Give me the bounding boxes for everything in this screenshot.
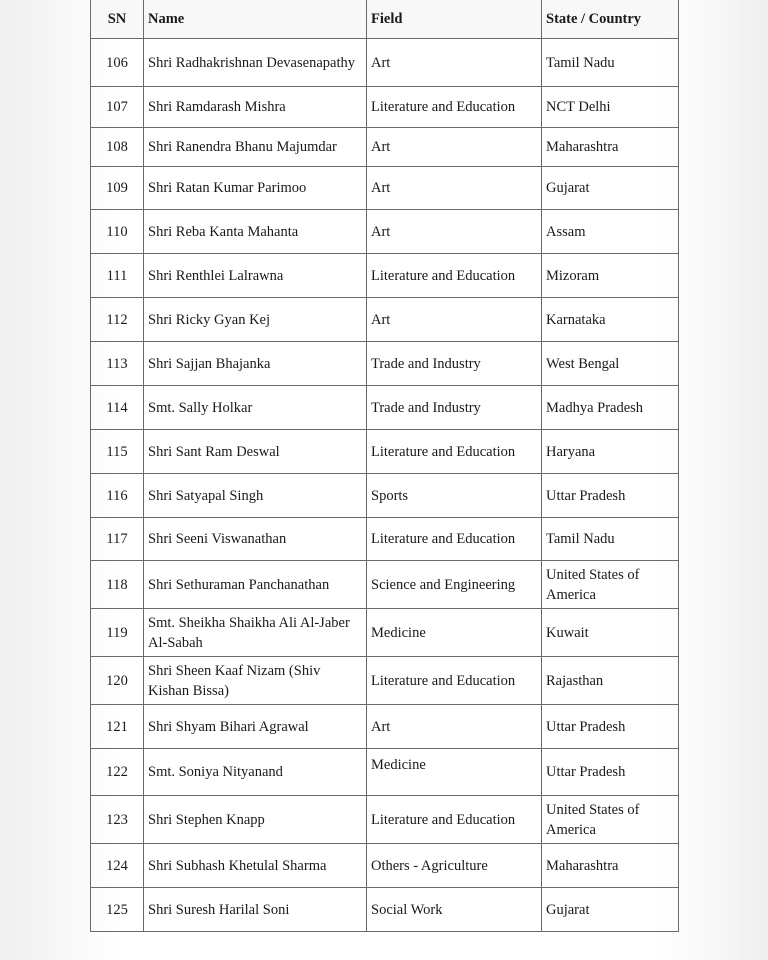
cell-sn: 121: [91, 705, 144, 749]
cell-sn: 118: [91, 561, 144, 609]
table-header-row: [91, 0, 679, 39]
cell-name: Shri Satyapal Singh: [144, 474, 367, 518]
cell-sn: 109: [91, 167, 144, 210]
cell-sn: 116: [91, 474, 144, 518]
table-row: [91, 796, 679, 844]
cell-name: Shri Radhakrishnan Devasenapathy: [144, 39, 367, 87]
table-row: [91, 342, 679, 386]
cell-sn: 124: [91, 844, 144, 888]
table-row: [91, 430, 679, 474]
cell-state: Uttar Pradesh: [542, 749, 679, 796]
cell-field: Art: [367, 167, 542, 210]
table-row: [91, 167, 679, 210]
table-row: [91, 844, 679, 888]
cell-field: Sports: [367, 474, 542, 518]
cell-state: Gujarat: [542, 167, 679, 210]
table-row: [91, 39, 679, 87]
cell-name: Smt. Soniya Nityanand: [144, 749, 367, 796]
cell-state: Karnataka: [542, 298, 679, 342]
cell-field: Medicine: [367, 749, 542, 796]
cell-name: Shri Sethuraman Panchanathan: [144, 561, 367, 609]
cell-name: Shri Sheen Kaaf Nizam (Shiv Kishan Bissa): [144, 657, 367, 705]
cell-name: Shri Sant Ram Deswal: [144, 430, 367, 474]
cell-sn: 108: [91, 128, 144, 167]
cell-field: Literature and Education: [367, 657, 542, 705]
cell-name: Shri Renthlei Lalrawna: [144, 254, 367, 298]
table-row: [91, 474, 679, 518]
cell-name: Smt. Sally Holkar: [144, 386, 367, 430]
cell-sn: 106: [91, 39, 144, 87]
cell-sn: 110: [91, 210, 144, 254]
cell-name: Shri Suresh Harilal Soni: [144, 888, 367, 932]
cell-name: Shri Ranendra Bhanu Majumdar: [144, 128, 367, 167]
cell-sn: 112: [91, 298, 144, 342]
cell-field: Art: [367, 39, 542, 87]
cell-sn: 114: [91, 386, 144, 430]
header-state: State / Country: [542, 0, 679, 39]
table-row: [91, 705, 679, 749]
table-row: [91, 888, 679, 932]
cell-field: Literature and Education: [367, 254, 542, 298]
header-name: Name: [144, 0, 367, 39]
cell-name: Shri Seeni Viswanathan: [144, 518, 367, 561]
table-row: [91, 298, 679, 342]
cell-field: Science and Engineering: [367, 561, 542, 609]
cell-state: Uttar Pradesh: [542, 474, 679, 518]
cell-state: Gujarat: [542, 888, 679, 932]
cell-state: Haryana: [542, 430, 679, 474]
cell-state: Rajasthan: [542, 657, 679, 705]
cell-sn: 122: [91, 749, 144, 796]
table-row: [91, 657, 679, 705]
cell-sn: 115: [91, 430, 144, 474]
cell-state: Assam: [542, 210, 679, 254]
cell-name: Shri Reba Kanta Mahanta: [144, 210, 367, 254]
cell-field: Literature and Education: [367, 796, 542, 844]
cell-name: Shri Subhash Khetulal Sharma: [144, 844, 367, 888]
cell-name: Shri Sajjan Bhajanka: [144, 342, 367, 386]
header-field: Field: [367, 0, 542, 39]
table-row: [91, 561, 679, 609]
table-row: [91, 609, 679, 657]
cell-field: Literature and Education: [367, 430, 542, 474]
cell-sn: 119: [91, 609, 144, 657]
table-row: [91, 128, 679, 167]
cell-state: Tamil Nadu: [542, 518, 679, 561]
cell-state: Uttar Pradesh: [542, 705, 679, 749]
cell-sn: 107: [91, 87, 144, 128]
cell-state: Kuwait: [542, 609, 679, 657]
cell-field: Art: [367, 128, 542, 167]
cell-field: Medicine: [367, 609, 542, 657]
cell-name: Shri Ramdarash Mishra: [144, 87, 367, 128]
table-row: [91, 87, 679, 128]
header-sn: SN: [91, 0, 144, 39]
table-row: [91, 386, 679, 430]
table-row: [91, 254, 679, 298]
cell-field: Literature and Education: [367, 87, 542, 128]
cell-state: United States of America: [542, 561, 679, 609]
cell-state: Maharashtra: [542, 844, 679, 888]
table-row: [91, 210, 679, 254]
cell-sn: 120: [91, 657, 144, 705]
cell-field: Art: [367, 705, 542, 749]
cell-state: Tamil Nadu: [542, 39, 679, 87]
cell-state: Mizoram: [542, 254, 679, 298]
cell-field: Others - Agriculture: [367, 844, 542, 888]
cell-field: Social Work: [367, 888, 542, 932]
cell-sn: 123: [91, 796, 144, 844]
cell-field: Trade and Industry: [367, 386, 542, 430]
cell-field: Literature and Education: [367, 518, 542, 561]
cell-name: Shri Ratan Kumar Parimoo: [144, 167, 367, 210]
cell-state: United States of America: [542, 796, 679, 844]
cell-state: West Bengal: [542, 342, 679, 386]
cell-field: Art: [367, 298, 542, 342]
awardees-table: [90, 0, 679, 932]
cell-name: Shri Stephen Knapp: [144, 796, 367, 844]
cell-name: Shri Ricky Gyan Kej: [144, 298, 367, 342]
cell-state: NCT Delhi: [542, 87, 679, 128]
cell-sn: 111: [91, 254, 144, 298]
cell-sn: 113: [91, 342, 144, 386]
cell-state: Maharashtra: [542, 128, 679, 167]
table-row: [91, 518, 679, 561]
cell-field: Art: [367, 210, 542, 254]
cell-state: Madhya Pradesh: [542, 386, 679, 430]
cell-sn: 125: [91, 888, 144, 932]
cell-name: Smt. Sheikha Shaikha Ali Al-Jaber Al-Sabah: [144, 609, 367, 657]
cell-field: Trade and Industry: [367, 342, 542, 386]
cell-name: Shri Shyam Bihari Agrawal: [144, 705, 367, 749]
table-row: [91, 749, 679, 796]
cell-sn: 117: [91, 518, 144, 561]
